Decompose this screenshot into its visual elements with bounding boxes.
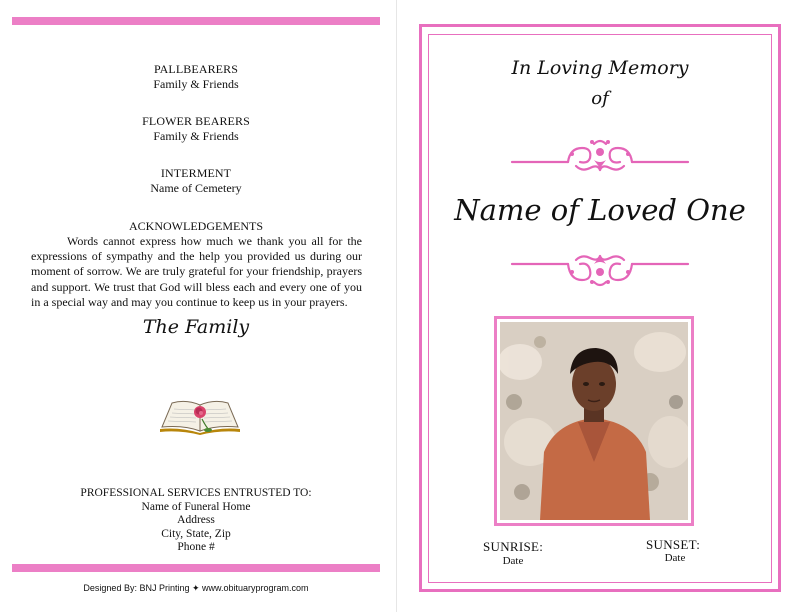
of-text: of [591, 88, 609, 109]
interment-heading: INTERMENT [160, 166, 232, 180]
professional-services-section [12, 487, 380, 555]
flower-bearers-value: Family & Friends [153, 129, 239, 143]
page-fold [396, 0, 397, 612]
interment-value: Name of Cemetery [150, 181, 242, 195]
funeral-home-city: City, State, Zip [161, 527, 231, 540]
sunrise-date: Date [502, 555, 524, 567]
pallbearers-value: Family & Friends [153, 77, 239, 91]
pallbearers-section [12, 62, 380, 92]
pink-flourish-bottom-icon [510, 250, 690, 290]
top-pink-bar [12, 17, 380, 25]
interment-section [12, 166, 380, 196]
pallbearers-heading: PALLBEARERS [153, 62, 238, 76]
open-bible-with-rose-icon [158, 397, 242, 435]
family-signature: The Family [142, 316, 250, 338]
designer-footer: Designed By: BNJ Printing ✦ www.obituaryprogram.com [83, 583, 309, 593]
in-loving-memory-text: In Loving Memory [511, 57, 689, 79]
sunrise-label: SUNRISE: [483, 539, 544, 554]
pink-flourish-top-icon [510, 134, 690, 174]
loved-one-name: Name of Loved One [454, 193, 746, 227]
sunset-date: Date [664, 552, 686, 564]
services-heading: PROFESSIONAL SERVICES ENTRUSTED TO: [80, 487, 312, 499]
funeral-home-address: Address [177, 514, 215, 526]
acknowledgements-heading: ACKNOWLEDGEMENTS [129, 219, 263, 233]
funeral-home-name: Name of Funeral Home [141, 500, 251, 513]
acknowledgements-text: Words cannot express how much we thank you all for the expressions of sympathy and the help you provided us during our moment of sorrow. We are truly grateful for your friendship, prayers and support. We trust that God will bless each and every one of you in a special way and may you continue to keep us in your prayers. [31, 234, 362, 309]
portrait-photo [500, 322, 688, 520]
sunset-label: SUNSET: [646, 537, 701, 552]
funeral-home-phone: Phone # [177, 541, 215, 553]
bottom-pink-bar [12, 564, 380, 572]
flower-bearers-heading: FLOWER BEARERS [142, 114, 250, 128]
flower-bearers-section [12, 114, 380, 144]
